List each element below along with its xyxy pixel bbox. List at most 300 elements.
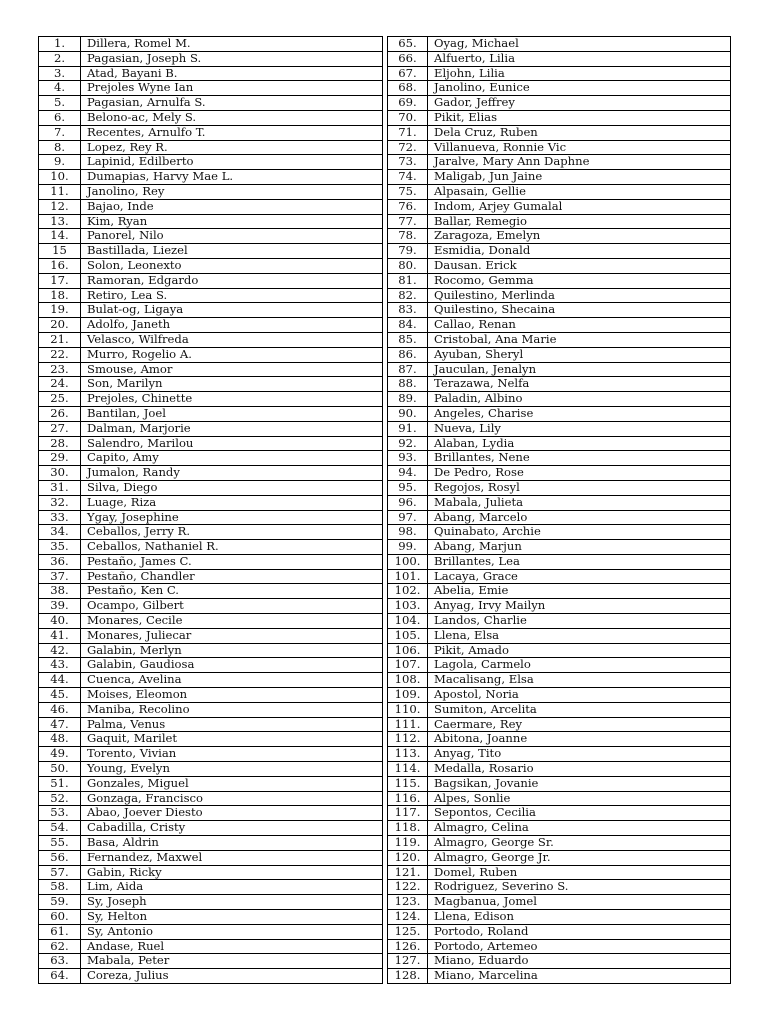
entry-name-left: Pagasian, Arnulfa S. [81,96,383,111]
table-row [39,451,731,466]
entry-number-right: 95. [388,480,428,495]
entry-name-left: Atad, Bayani B. [81,66,383,81]
table-row [39,421,731,436]
entry-name-right: De Pedro, Rose [428,466,731,481]
table-row [39,702,731,717]
entry-name-left: Panorel, Nilo [81,229,383,244]
table-row [39,584,731,599]
entry-number-left: 17. [39,273,81,288]
entry-number-left: 29. [39,451,81,466]
entry-name-right: Indom, Arjey Gumalal [428,199,731,214]
entry-name-right: Sumiton, Arcelita [428,702,731,717]
entry-number-right: 111. [388,717,428,732]
entry-number-right: 128. [388,969,428,984]
table-row [39,954,731,969]
entry-name-right: Dausan. Erick [428,258,731,273]
entry-number-right: 100. [388,554,428,569]
table-row [39,614,731,629]
entry-name-right: Pikit, Amado [428,643,731,658]
entry-number-right: 122. [388,880,428,895]
entry-name-left: Abao, Joever Diesto [81,806,383,821]
entry-number-left: 27. [39,421,81,436]
entry-name-left: Bajao, Inde [81,199,383,214]
entry-number-right: 82. [388,288,428,303]
table-row [39,880,731,895]
entry-number-right: 126. [388,939,428,954]
table-row [39,184,731,199]
entry-name-left: Prejoles Wyne Ian [81,81,383,96]
entry-name-left: Murro, Rogelio A. [81,347,383,362]
entry-name-left: Ceballos, Nathaniel R. [81,540,383,555]
table-row [39,850,731,865]
table-row [39,436,731,451]
entry-number-left: 14. [39,229,81,244]
table-row [39,229,731,244]
table-row [39,554,731,569]
entry-name-right: Ballar, Remegio [428,214,731,229]
entry-name-right: Quilestino, Shecaina [428,303,731,318]
table-row [39,303,731,318]
table-row [39,658,731,673]
entry-name-left: Torento, Vivian [81,747,383,762]
entry-number-left: 59. [39,895,81,910]
entry-number-right: 75. [388,184,428,199]
entry-name-left: Salendro, Marilou [81,436,383,451]
entry-name-left: Son, Marilyn [81,377,383,392]
table-row [39,821,731,836]
entry-name-right: Almagro, George Sr. [428,836,731,851]
entry-name-right: Paladin, Albino [428,392,731,407]
table-row [39,673,731,688]
entry-name-right: Alpes, Sonlie [428,791,731,806]
entry-number-right: 113. [388,747,428,762]
table-row [39,924,731,939]
entry-name-right: Pikit, Elias [428,110,731,125]
entry-name-left: Bantilan, Joel [81,406,383,421]
table-row [39,717,731,732]
entry-number-right: 117. [388,806,428,821]
entry-number-right: 84. [388,318,428,333]
table-row [39,939,731,954]
entry-name-right: Abang, Marcelo [428,510,731,525]
entry-name-left: Basa, Aldrin [81,836,383,851]
entry-number-right: 93. [388,451,428,466]
entry-number-left: 20. [39,318,81,333]
entry-number-left: 26. [39,406,81,421]
entry-number-right: 94. [388,466,428,481]
entry-number-left: 39. [39,599,81,614]
entry-number-right: 102. [388,584,428,599]
entry-name-left: Moises, Eleomon [81,688,383,703]
table-row [39,643,731,658]
entry-number-right: 66. [388,51,428,66]
entry-name-left: Adolfo, Janeth [81,318,383,333]
entry-name-right: Rocomo, Gemma [428,273,731,288]
entry-number-left: 13. [39,214,81,229]
entry-number-left: 12. [39,199,81,214]
entry-number-left: 9. [39,155,81,170]
entry-name-right: Zaragoza, Emelyn [428,229,731,244]
entry-name-right: Llena, Edison [428,910,731,925]
entry-name-right: Esmidia, Donald [428,244,731,259]
entry-number-right: 92. [388,436,428,451]
table-row [39,732,731,747]
entry-name-left: Janolino, Rey [81,184,383,199]
entry-number-left: 47. [39,717,81,732]
entry-number-right: 72. [388,140,428,155]
entry-name-right: Nueva, Lily [428,421,731,436]
entry-name-left: Capito, Amy [81,451,383,466]
entry-name-left: Smouse, Amor [81,362,383,377]
entry-name-right: Alpasain, Gellie [428,184,731,199]
entry-number-right: 124. [388,910,428,925]
entry-name-right: Eljohn, Lilia [428,66,731,81]
entry-name-left: Kim, Ryan [81,214,383,229]
table-row [39,347,731,362]
entry-name-right: Miano, Marcelina [428,969,731,984]
entry-name-left: Dillera, Romel M. [81,37,383,52]
entry-name-left: Dumapias, Harvy Mae L. [81,170,383,185]
entry-number-left: 61. [39,924,81,939]
entry-number-left: 45. [39,688,81,703]
entry-number-left: 30. [39,466,81,481]
table-row [39,495,731,510]
entry-name-right: Janolino, Eunice [428,81,731,96]
entry-name-right: Portodo, Artemeo [428,939,731,954]
entry-name-left: Pestaño, Chandler [81,569,383,584]
entry-number-left: 52. [39,791,81,806]
entry-number-right: 114. [388,762,428,777]
entry-name-right: Mabala, Julieta [428,495,731,510]
entry-number-left: 5. [39,96,81,111]
entry-name-left: Jumalon, Randy [81,466,383,481]
entry-number-right: 125. [388,924,428,939]
entry-name-right: Medalla, Rosario [428,762,731,777]
entry-number-left: 34. [39,525,81,540]
entry-name-right: Llena, Elsa [428,628,731,643]
entry-number-left: 31. [39,480,81,495]
entry-number-right: 123. [388,895,428,910]
table-row [39,332,731,347]
entry-name-left: Gabin, Ricky [81,865,383,880]
name-list-table [38,36,731,984]
table-row [39,688,731,703]
entry-name-right: Terazawa, Nelfa [428,377,731,392]
entry-number-left: 3. [39,66,81,81]
entry-name-left: Bastillada, Liezel [81,244,383,259]
entry-number-right: 90. [388,406,428,421]
entry-number-right: 79. [388,244,428,259]
entry-number-left: 36. [39,554,81,569]
table-row [39,140,731,155]
entry-number-left: 43. [39,658,81,673]
entry-name-left: Lapinid, Edilberto [81,155,383,170]
entry-number-left: 11. [39,184,81,199]
entry-number-left: 60. [39,910,81,925]
entry-name-left: Luage, Riza [81,495,383,510]
entry-name-right: Bagsikan, Jovanie [428,776,731,791]
entry-name-right: Gador, Jeffrey [428,96,731,111]
entry-name-right: Almagro, Celina [428,821,731,836]
entry-name-right: Macalisang, Elsa [428,673,731,688]
entry-name-right: Cristobal, Ana Marie [428,332,731,347]
entry-name-left: Sy, Antonio [81,924,383,939]
entry-name-right: Landos, Charlie [428,614,731,629]
entry-number-right: 115. [388,776,428,791]
entry-number-right: 96. [388,495,428,510]
table-row [39,466,731,481]
entry-name-left: Coreza, Julius [81,969,383,984]
table-row [39,125,731,140]
entry-number-right: 83. [388,303,428,318]
entry-name-right: Angeles, Charise [428,406,731,421]
entry-number-left: 46. [39,702,81,717]
entry-name-right: Abelia, Emie [428,584,731,599]
entry-name-left: Pagasian, Joseph S. [81,51,383,66]
entry-name-left: Lim, Aida [81,880,383,895]
entry-number-right: 118. [388,821,428,836]
entry-name-right: Rodriguez, Severino S. [428,880,731,895]
entry-number-right: 91. [388,421,428,436]
entry-number-left: 38. [39,584,81,599]
entry-number-right: 103. [388,599,428,614]
entry-name-right: Alaban, Lydia [428,436,731,451]
entry-name-right: Jaralve, Mary Ann Daphne [428,155,731,170]
table-row [39,806,731,821]
table-row [39,37,731,52]
entry-number-left: 48. [39,732,81,747]
entry-number-left: 28. [39,436,81,451]
entry-number-left: 19. [39,303,81,318]
entry-name-left: Prejoles, Chinette [81,392,383,407]
table-row [39,510,731,525]
entry-number-right: 74. [388,170,428,185]
table-row [39,155,731,170]
entry-number-right: 127. [388,954,428,969]
entry-number-right: 78. [388,229,428,244]
entry-number-left: 44. [39,673,81,688]
entry-name-right: Magbanua, Jomel [428,895,731,910]
table-row [39,406,731,421]
entry-name-left: Ramoran, Edgardo [81,273,383,288]
table-row [39,66,731,81]
entry-number-left: 53. [39,806,81,821]
table-row [39,51,731,66]
entry-number-right: 109. [388,688,428,703]
table-row [39,569,731,584]
entry-name-right: Ayuban, Sheryl [428,347,731,362]
entry-number-left: 33. [39,510,81,525]
entry-number-left: 22. [39,347,81,362]
table-row [39,762,731,777]
table-row [39,628,731,643]
entry-number-left: 2. [39,51,81,66]
entry-number-right: 87. [388,362,428,377]
table-row [39,540,731,555]
entry-number-right: 67. [388,66,428,81]
entry-name-left: Galabin, Merlyn [81,643,383,658]
entry-name-right: Callao, Renan [428,318,731,333]
entry-number-right: 107. [388,658,428,673]
entry-number-left: 18. [39,288,81,303]
entry-name-left: Velasco, Wilfreda [81,332,383,347]
entry-number-right: 105. [388,628,428,643]
entry-number-left: 58. [39,880,81,895]
entry-number-right: 97. [388,510,428,525]
entry-name-right: Lacaya, Grace [428,569,731,584]
entry-name-left: Maniba, Recolino [81,702,383,717]
entry-number-left: 6. [39,110,81,125]
entry-number-left: 56. [39,850,81,865]
entry-number-right: 119. [388,836,428,851]
entry-number-left: 41. [39,628,81,643]
entry-number-right: 88. [388,377,428,392]
entry-number-right: 104. [388,614,428,629]
table-row [39,910,731,925]
entry-number-left: 4. [39,81,81,96]
table-row [39,318,731,333]
entry-name-right: Quilestino, Merlinda [428,288,731,303]
entry-name-right: Domel, Ruben [428,865,731,880]
entry-name-left: Bulat-og, Ligaya [81,303,383,318]
entry-number-left: 8. [39,140,81,155]
table-row [39,258,731,273]
entry-number-left: 37. [39,569,81,584]
entry-number-right: 112. [388,732,428,747]
entry-name-right: Abang, Marjun [428,540,731,555]
table-row [39,747,731,762]
entry-number-right: 80. [388,258,428,273]
entry-number-right: 85. [388,332,428,347]
entry-name-right: Sepontos, Cecilia [428,806,731,821]
entry-number-right: 77. [388,214,428,229]
entry-number-right: 86. [388,347,428,362]
entry-name-left: Silva, Diego [81,480,383,495]
entry-number-left: 63. [39,954,81,969]
entry-number-right: 101. [388,569,428,584]
entry-number-right: 120. [388,850,428,865]
entry-name-left: Pestaño, Ken C. [81,584,383,599]
table-row [39,865,731,880]
entry-number-right: 68. [388,81,428,96]
entry-name-left: Gaquit, Marilet [81,732,383,747]
table-row [39,525,731,540]
entry-name-right: Anyag, Tito [428,747,731,762]
entry-name-left: Ceballos, Jerry R. [81,525,383,540]
entry-name-right: Portodo, Roland [428,924,731,939]
entry-name-right: Brillantes, Lea [428,554,731,569]
entry-number-right: 69. [388,96,428,111]
table-row [39,199,731,214]
entry-number-right: 98. [388,525,428,540]
entry-name-left: Pestaño, James C. [81,554,383,569]
entry-name-left: Cabadilla, Cristy [81,821,383,836]
table-row [39,392,731,407]
entry-name-left: Ygay, Josephine [81,510,383,525]
entry-number-left: 64. [39,969,81,984]
entry-name-left: Monares, Juliecar [81,628,383,643]
entry-number-right: 70. [388,110,428,125]
entry-name-left: Ocampo, Gilbert [81,599,383,614]
entry-name-left: Sy, Joseph [81,895,383,910]
entry-number-left: 1. [39,37,81,52]
entry-name-left: Cuenca, Avelina [81,673,383,688]
entry-number-right: 81. [388,273,428,288]
entry-name-left: Palma, Venus [81,717,383,732]
entry-number-right: 73. [388,155,428,170]
entry-name-left: Gonzales, Miguel [81,776,383,791]
name-list-body [39,37,731,984]
entry-number-left: 50. [39,762,81,777]
entry-number-left: 25. [39,392,81,407]
table-row [39,96,731,111]
entry-name-left: Galabin, Gaudiosa [81,658,383,673]
entry-number-left: 15 [39,244,81,259]
table-row [39,81,731,96]
entry-number-right: 71. [388,125,428,140]
table-row [39,273,731,288]
entry-number-left: 40. [39,614,81,629]
entry-name-right: Oyag, Michael [428,37,731,52]
table-row [39,110,731,125]
entry-name-right: Lagola, Carmelo [428,658,731,673]
entry-name-left: Dalman, Marjorie [81,421,383,436]
table-row [39,244,731,259]
entry-number-right: 106. [388,643,428,658]
entry-number-left: 16. [39,258,81,273]
entry-number-left: 42. [39,643,81,658]
entry-name-left: Andase, Ruel [81,939,383,954]
entry-number-right: 121. [388,865,428,880]
entry-name-right: Jauculan, Jenalyn [428,362,731,377]
entry-number-left: 10. [39,170,81,185]
entry-number-left: 32. [39,495,81,510]
entry-number-left: 21. [39,332,81,347]
entry-name-right: Villanueva, Ronnie Vic [428,140,731,155]
entry-name-right: Alfuerto, Lilia [428,51,731,66]
table-row [39,791,731,806]
entry-number-right: 108. [388,673,428,688]
entry-name-right: Apostol, Noria [428,688,731,703]
table-row [39,776,731,791]
entry-number-left: 51. [39,776,81,791]
entry-number-left: 24. [39,377,81,392]
entry-number-left: 62. [39,939,81,954]
table-row [39,377,731,392]
entry-number-right: 89. [388,392,428,407]
entry-number-left: 49. [39,747,81,762]
entry-name-right: Maligab, Jun Jaine [428,170,731,185]
table-row [39,836,731,851]
entry-name-right: Abitona, Joanne [428,732,731,747]
entry-number-left: 23. [39,362,81,377]
table-row [39,362,731,377]
entry-name-left: Mabala, Peter [81,954,383,969]
entry-number-right: 65. [388,37,428,52]
table-row [39,288,731,303]
entry-number-left: 55. [39,836,81,851]
entry-number-left: 54. [39,821,81,836]
entry-name-right: Quinabato, Archie [428,525,731,540]
entry-name-right: Caermare, Rey [428,717,731,732]
table-row [39,969,731,984]
entry-name-right: Miano, Eduardo [428,954,731,969]
entry-name-left: Monares, Cecile [81,614,383,629]
entry-name-left: Recentes, Arnulfo T. [81,125,383,140]
entry-name-right: Anyag, Irvy Mailyn [428,599,731,614]
entry-number-right: 99. [388,540,428,555]
entry-number-right: 76. [388,199,428,214]
